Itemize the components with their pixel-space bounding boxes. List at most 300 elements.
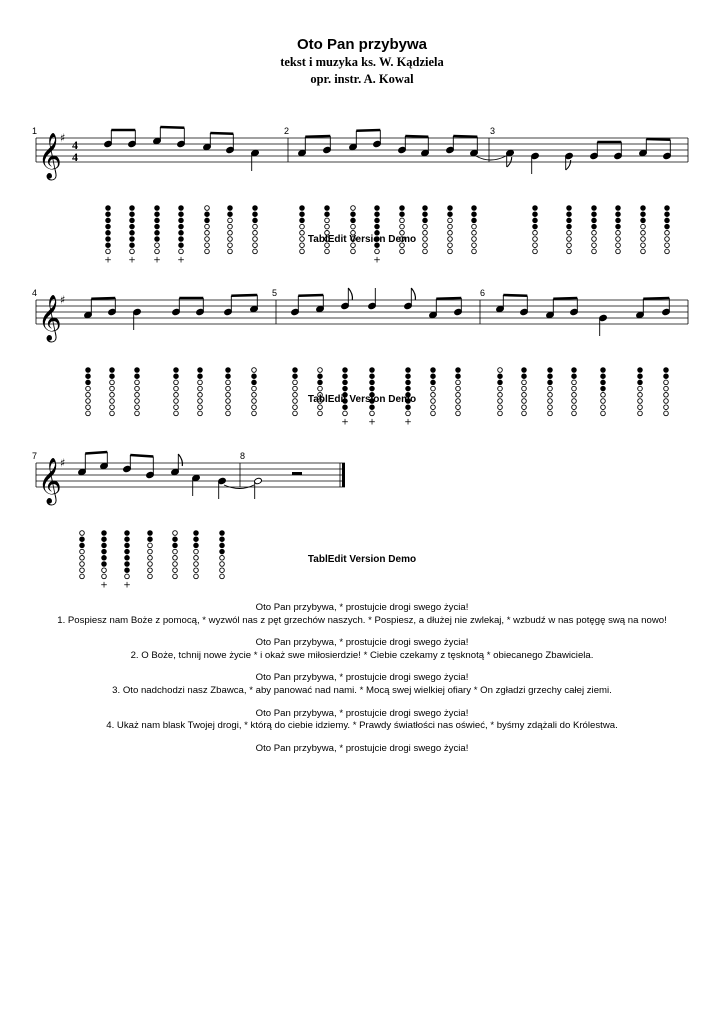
- fingering-hole: [86, 405, 91, 410]
- fingering-hole: [110, 386, 115, 391]
- fingering-hole: [406, 386, 411, 391]
- fingering-hole: [179, 218, 184, 223]
- fingering-hole: [293, 380, 298, 385]
- fingering-hole: [448, 212, 453, 217]
- fingering-hole: [179, 231, 184, 236]
- system-2: [0, 282, 724, 432]
- fingering-hole: [80, 562, 85, 567]
- fingering-hole: [592, 224, 597, 229]
- fingering-hole: [567, 237, 572, 242]
- fingering-hole: [592, 218, 597, 223]
- fingering-hole: [293, 399, 298, 404]
- fingering-hole: [228, 231, 233, 236]
- fingering-hole: [423, 206, 428, 211]
- system-3: [0, 445, 724, 595]
- fingering-hole: [228, 218, 233, 223]
- fingering-hole: [533, 243, 538, 248]
- fingering-hole: [106, 237, 111, 242]
- fingering-plus-mark: +: [177, 255, 185, 266]
- fingering-hole: [472, 206, 477, 211]
- fingering-hole: [351, 212, 356, 217]
- fingering-hole: [572, 374, 577, 379]
- fingering-hole: [533, 206, 538, 211]
- fingering-hole: [533, 249, 538, 254]
- fingering-plus-mark: +: [341, 417, 349, 428]
- fingering-hole: [318, 374, 323, 379]
- lyrics-verse: 4. Ukaż nam blask Twojej drogi, * którą do ciebie idziemy. * Prawdy światłości nas oświeć, * byśmy zdążali do Królestwa.: [106, 720, 618, 732]
- fingering-hole: [351, 206, 356, 211]
- fingering-hole: [641, 231, 646, 236]
- fingering-hole: [548, 399, 553, 404]
- fingering-hole: [548, 380, 553, 385]
- fingering-hole: [638, 411, 643, 416]
- fingering-hole: [135, 386, 140, 391]
- fingering-hole: [572, 399, 577, 404]
- fingering-hole: [351, 249, 356, 254]
- fingering-hole: [567, 249, 572, 254]
- fingering-hole: [567, 206, 572, 211]
- fingering-hole: [548, 386, 553, 391]
- fingering-hole: [431, 393, 436, 398]
- fingering-hole: [205, 243, 210, 248]
- treble-clef: 𝄞: [38, 458, 62, 504]
- fingering-hole: [522, 368, 527, 373]
- fingering-hole: [174, 386, 179, 391]
- fingering-hole: [252, 399, 257, 404]
- fingering-hole: [130, 249, 135, 254]
- half-rest: [292, 472, 302, 475]
- fingering-hole: [293, 368, 298, 373]
- fingering-hole: [194, 556, 199, 561]
- fingering-hole: [148, 574, 153, 579]
- fingering-hole: [665, 224, 670, 229]
- final-barline-thick: [342, 463, 345, 487]
- fingering-hole: [423, 237, 428, 242]
- fingering-hole: [472, 249, 477, 254]
- fingering-hole: [498, 411, 503, 416]
- fingering-hole: [86, 386, 91, 391]
- fingering-hole: [664, 411, 669, 416]
- fingering-hole: [522, 380, 527, 385]
- tie: [476, 156, 506, 160]
- fingering-hole: [375, 224, 380, 229]
- fingering-hole: [173, 537, 178, 542]
- fingering-hole: [423, 218, 428, 223]
- fingering-hole: [533, 237, 538, 242]
- fingering-hole: [592, 206, 597, 211]
- fingering-hole: [148, 531, 153, 536]
- fingering-hole: [173, 574, 178, 579]
- fingering-hole: [253, 231, 258, 236]
- measure-number: 3: [490, 126, 496, 136]
- fingering-hole: [456, 374, 461, 379]
- song-credits: tekst i muzyka ks. W. Kądziela: [280, 55, 444, 69]
- fingering-hole: [343, 374, 348, 379]
- fingering-hole: [616, 224, 621, 229]
- fingering-hole: [572, 405, 577, 410]
- fingering-hole: [318, 380, 323, 385]
- note-beam: [91, 298, 115, 299]
- fingering-hole: [125, 574, 130, 579]
- fingering-hole: [325, 224, 330, 229]
- fingering-hole: [198, 393, 203, 398]
- fingering-hole: [664, 399, 669, 404]
- fingering-hole: [318, 368, 323, 373]
- note-beam: [130, 455, 153, 457]
- fingering-hole: [641, 243, 646, 248]
- fingering-plus-mark: +: [373, 255, 381, 266]
- fingering-hole: [220, 543, 225, 548]
- fingering-hole: [400, 218, 405, 223]
- fingering-hole: [194, 574, 199, 579]
- note-beam: [85, 452, 107, 454]
- fingering-hole: [664, 386, 669, 391]
- fingering-hole: [125, 556, 130, 561]
- fingering-hole: [431, 386, 436, 391]
- fingering-hole: [155, 249, 160, 254]
- fingering-hole: [148, 543, 153, 548]
- fingering-hole: [220, 531, 225, 536]
- fingering-hole: [638, 386, 643, 391]
- fingering-hole: [665, 243, 670, 248]
- fingering-hole: [148, 562, 153, 567]
- fingering-hole: [343, 386, 348, 391]
- fingering-plus-mark: +: [123, 580, 131, 591]
- fingering-hole: [110, 380, 115, 385]
- fingering-hole: [174, 374, 179, 379]
- fingering-hole: [522, 374, 527, 379]
- fingering-hole: [253, 218, 258, 223]
- fingering-hole: [130, 231, 135, 236]
- fingering-hole: [431, 399, 436, 404]
- fingering-hole: [155, 231, 160, 236]
- fingering-hole: [548, 393, 553, 398]
- fingering-hole: [423, 212, 428, 217]
- measure-number: 1: [32, 126, 38, 136]
- fingering-hole: [522, 393, 527, 398]
- fingering-hole: [130, 206, 135, 211]
- note-flag: [348, 288, 352, 300]
- fingering-hole: [400, 224, 405, 229]
- measure-number: 6: [480, 288, 486, 298]
- fingering-hole: [456, 405, 461, 410]
- fingering-hole: [228, 224, 233, 229]
- fingering-hole: [86, 399, 91, 404]
- fingering-hole: [228, 237, 233, 242]
- fingering-hole: [198, 405, 203, 410]
- fingering-hole: [448, 249, 453, 254]
- fingering-hole: [638, 380, 643, 385]
- fingering-hole: [220, 574, 225, 579]
- fingering-hole: [375, 249, 380, 254]
- fingering-hole: [198, 399, 203, 404]
- fingering-hole: [80, 556, 85, 561]
- fingering-hole: [572, 393, 577, 398]
- fingering-hole: [173, 568, 178, 573]
- fingering-hole: [86, 374, 91, 379]
- fingering-hole: [205, 206, 210, 211]
- fingering-hole: [498, 393, 503, 398]
- fingering-hole: [423, 224, 428, 229]
- fingering-hole: [638, 393, 643, 398]
- fingering-hole: [125, 568, 130, 573]
- fingering-hole: [86, 393, 91, 398]
- fingering-hole: [572, 368, 577, 373]
- lyrics-verse: 3. Oto nadchodzi nasz Zbawca, * aby panować nad nami. * Mocą swej wielkiej ofiary * On zgładzi grzechy całej ziemi.: [112, 684, 612, 696]
- fingering-hole: [173, 556, 178, 561]
- fingering-hole: [194, 562, 199, 567]
- fingering-hole: [664, 405, 669, 410]
- demo-watermark: TablEdit Version Demo: [307, 234, 417, 245]
- fingering-hole: [601, 411, 606, 416]
- fingering-hole: [533, 212, 538, 217]
- fingering-hole: [431, 374, 436, 379]
- fingering-hole: [456, 386, 461, 391]
- fingering-hole: [351, 218, 356, 223]
- lyrics-refrain: Oto Pan przybywa, * prostujcie drogi swego życia!: [255, 602, 469, 613]
- fingering-hole: [130, 224, 135, 229]
- note-flag: [566, 160, 571, 170]
- arrangement-credit: opr. instr. A. Kowal: [310, 72, 414, 86]
- fingering-hole: [592, 231, 597, 236]
- fingering-hole: [174, 380, 179, 385]
- fingering-hole: [102, 556, 107, 561]
- fingering-hole: [300, 243, 305, 248]
- fingering-hole: [318, 411, 323, 416]
- note-beam: [231, 295, 257, 296]
- fingering-hole: [102, 549, 107, 554]
- fingering-hole: [572, 411, 577, 416]
- lyrics-refrain: Oto Pan przybywa, * prostujcie drogi swego życia!: [255, 742, 469, 754]
- fingering-hole: [155, 237, 160, 242]
- note-beam: [453, 136, 477, 137]
- fingering-hole: [252, 374, 257, 379]
- fingering-hole: [194, 549, 199, 554]
- fingering-hole: [456, 368, 461, 373]
- fingering-hole: [370, 380, 375, 385]
- fingering-hole: [228, 243, 233, 248]
- fingering-hole: [293, 374, 298, 379]
- fingering-hole: [406, 374, 411, 379]
- fingering-hole: [572, 386, 577, 391]
- fingering-hole: [448, 237, 453, 242]
- fingering-hole: [616, 237, 621, 242]
- fingering-hole: [498, 386, 503, 391]
- fingering-hole: [616, 218, 621, 223]
- fingering-hole: [226, 411, 231, 416]
- fingering-hole: [638, 374, 643, 379]
- fingering-hole: [641, 218, 646, 223]
- demo-watermark: TablEdit Version Demo: [307, 394, 417, 405]
- fingering-hole: [252, 380, 257, 385]
- fingering-hole: [522, 386, 527, 391]
- fingering-hole: [135, 380, 140, 385]
- fingering-hole: [80, 537, 85, 542]
- fingering-hole: [148, 549, 153, 554]
- fingering-plus-mark: +: [153, 255, 161, 266]
- treble-clef: 𝄞: [38, 133, 62, 179]
- fingering-hole: [130, 237, 135, 242]
- fingering-hole: [220, 537, 225, 542]
- note-beam: [503, 295, 527, 296]
- fingering-hole: [125, 562, 130, 567]
- fingering-hole: [498, 399, 503, 404]
- fingering-hole: [148, 568, 153, 573]
- fingering-hole: [148, 537, 153, 542]
- fingering-hole: [638, 368, 643, 373]
- fingering-hole: [174, 411, 179, 416]
- time-signature-bottom: 4: [72, 150, 78, 164]
- fingering-hole: [592, 249, 597, 254]
- fingering-hole: [253, 212, 258, 217]
- fingering-hole: [198, 374, 203, 379]
- fingering-hole: [592, 212, 597, 217]
- fingering-hole: [102, 574, 107, 579]
- key-signature-sharp: ♯: [60, 131, 66, 145]
- note-beam: [298, 295, 323, 296]
- fingering-hole: [300, 224, 305, 229]
- fingering-hole: [548, 411, 553, 416]
- fingering-hole: [522, 399, 527, 404]
- fingering-hole: [456, 393, 461, 398]
- fingering-hole: [351, 224, 356, 229]
- fingering-hole: [194, 531, 199, 536]
- fingering-hole: [130, 212, 135, 217]
- measure-number: 4: [32, 288, 38, 298]
- fingering-hole: [616, 206, 621, 211]
- fingering-hole: [665, 206, 670, 211]
- fingering-hole: [456, 411, 461, 416]
- fingering-hole: [135, 411, 140, 416]
- fingering-hole: [472, 212, 477, 217]
- fingering-hole: [456, 380, 461, 385]
- fingering-hole: [106, 218, 111, 223]
- fingering-hole: [293, 393, 298, 398]
- fingering-hole: [423, 249, 428, 254]
- fingering-hole: [533, 224, 538, 229]
- fingering-hole: [601, 386, 606, 391]
- fingering-hole: [252, 386, 257, 391]
- fingering-hole: [110, 368, 115, 373]
- fingering-hole: [198, 380, 203, 385]
- fingering-hole: [572, 380, 577, 385]
- note-beam: [160, 127, 184, 128]
- lyrics-refrain: Oto Pan przybywa, * prostujcie drogi swego życia!: [255, 637, 469, 649]
- fingering-hole: [253, 206, 258, 211]
- fingering-hole: [220, 549, 225, 554]
- fingering-hole: [431, 368, 436, 373]
- fingering-hole: [325, 212, 330, 217]
- fingering-plus-mark: +: [104, 255, 112, 266]
- measure-number: 5: [272, 288, 278, 298]
- fingering-hole: [456, 399, 461, 404]
- fingering-hole: [135, 399, 140, 404]
- fingering-hole: [601, 380, 606, 385]
- fingering-hole: [638, 399, 643, 404]
- fingering-hole: [343, 368, 348, 373]
- song-title: Oto Pan przybywa: [296, 36, 428, 53]
- fingering-hole: [665, 237, 670, 242]
- fingering-hole: [567, 218, 572, 223]
- fingering-hole: [343, 405, 348, 410]
- fingering-hole: [664, 374, 669, 379]
- fingering-hole: [533, 218, 538, 223]
- fingering-hole: [293, 411, 298, 416]
- lyrics-verse: 2. O Boże, tchnij nowe życie * i okaż swe miłosierdzie! * Ciebie czekamy z tęsknotą * obiecanego Zbawiciela.: [130, 649, 594, 661]
- fingering-hole: [135, 405, 140, 410]
- fingering-hole: [448, 231, 453, 236]
- fingering-hole: [110, 393, 115, 398]
- fingering-hole: [406, 411, 411, 416]
- fingering-hole: [106, 224, 111, 229]
- fingering-hole: [592, 243, 597, 248]
- fingering-hole: [110, 374, 115, 379]
- fingering-hole: [106, 231, 111, 236]
- fingering-hole: [226, 405, 231, 410]
- fingering-hole: [638, 405, 643, 410]
- fingering-hole: [148, 556, 153, 561]
- fingering-hole: [205, 212, 210, 217]
- fingering-hole: [300, 249, 305, 254]
- fingering-hole: [179, 249, 184, 254]
- fingering-hole: [300, 231, 305, 236]
- fingering-hole: [205, 237, 210, 242]
- key-signature-sharp: ♯: [60, 293, 66, 307]
- fingering-hole: [406, 368, 411, 373]
- fingering-hole: [220, 556, 225, 561]
- fingering-hole: [226, 368, 231, 373]
- lyrics-refrain: Oto Pan przybywa, * prostujcie drogi swego życia!: [255, 707, 469, 719]
- system-1: [0, 120, 724, 270]
- fingering-hole: [498, 380, 503, 385]
- fingering-hole: [228, 206, 233, 211]
- fingering-hole: [253, 224, 258, 229]
- fingering-hole: [80, 574, 85, 579]
- fingering-hole: [375, 218, 380, 223]
- fingering-hole: [601, 374, 606, 379]
- fingering-hole: [641, 249, 646, 254]
- note-beam: [305, 136, 330, 137]
- fingering-hole: [375, 206, 380, 211]
- fingering-hole: [174, 393, 179, 398]
- fingering-hole: [448, 243, 453, 248]
- fingering-hole: [80, 549, 85, 554]
- fingering-hole: [110, 411, 115, 416]
- fingering-hole: [300, 206, 305, 211]
- fingering-plus-mark: +: [100, 580, 108, 591]
- fingering-hole: [205, 231, 210, 236]
- fingering-hole: [125, 531, 130, 536]
- note-flag: [178, 454, 182, 466]
- fingering-hole: [179, 224, 184, 229]
- measure-number: 8: [240, 451, 246, 461]
- fingering-hole: [80, 568, 85, 573]
- fingering-hole: [135, 393, 140, 398]
- lyrics-refrain: Oto Pan przybywa, * prostujcie drogi swego życia!: [255, 672, 469, 684]
- fingering-hole: [641, 237, 646, 242]
- fingering-hole: [472, 237, 477, 242]
- fingering-hole: [252, 368, 257, 373]
- fingering-hole: [228, 249, 233, 254]
- note-beam: [643, 298, 669, 299]
- fingering-hole: [664, 393, 669, 398]
- fingering-hole: [173, 543, 178, 548]
- fingering-hole: [370, 405, 375, 410]
- fingering-hole: [300, 218, 305, 223]
- fingering-hole: [155, 212, 160, 217]
- fingering-hole: [174, 368, 179, 373]
- fingering-hole: [533, 231, 538, 236]
